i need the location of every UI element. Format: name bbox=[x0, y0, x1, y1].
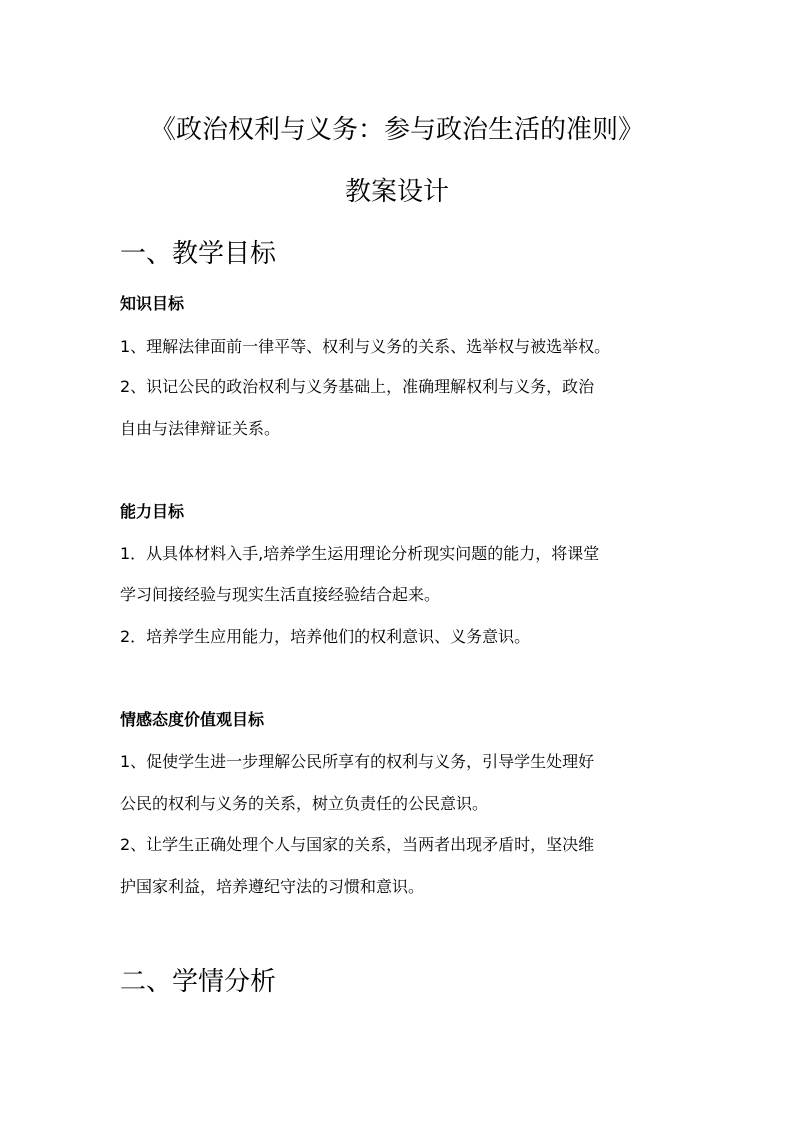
paragraph-line: 1、促使学生进一步理解公民所享有的权利与义务，引导学生处理好 bbox=[120, 752, 595, 771]
paragraph-line: 2．培养学生应用能力，培养他们的权利意识、义务意识。 bbox=[120, 627, 531, 646]
paragraph-line: 2、识记公民的政治权利与义务基础上，准确理解权利与义务，政治 bbox=[120, 377, 595, 396]
subheading-emotion-goals: 情感态度价值观目标 bbox=[120, 710, 265, 729]
document-subtitle: 教案设计 bbox=[344, 177, 449, 207]
paragraph-line: 1．从具体材料入手,培养学生运用理论分析现实问题的能力，将课堂 bbox=[120, 544, 600, 563]
paragraph-line: 1、理解法律面前一律平等、权利与义务的关系、选举权与被选举权。 bbox=[120, 337, 611, 356]
paragraph-line: 自由与法律辩证关系。 bbox=[120, 419, 281, 438]
section-heading-student-analysis: 二、学情分析 bbox=[120, 967, 277, 997]
subheading-ability-goals: 能力目标 bbox=[120, 502, 185, 521]
subheading-knowledge-goals: 知识目标 bbox=[120, 294, 185, 313]
document-title: 《政治权利与义务：参与政治生活的准则》 bbox=[149, 115, 644, 145]
section-heading-teaching-goals: 一、教学目标 bbox=[120, 239, 277, 269]
paragraph-line: 公民的权利与义务的关系，树立负责任的公民意识。 bbox=[120, 794, 489, 813]
paragraph-line: 2、让学生正确处理个人与国家的关系，当两者出现矛盾时，坚决维 bbox=[120, 835, 595, 854]
paragraph-line: 学习间接经验与现实生活直接经验结合起来。 bbox=[120, 585, 441, 604]
paragraph-line: 护国家利益，培养遵纪守法的习惯和意识。 bbox=[120, 877, 425, 896]
